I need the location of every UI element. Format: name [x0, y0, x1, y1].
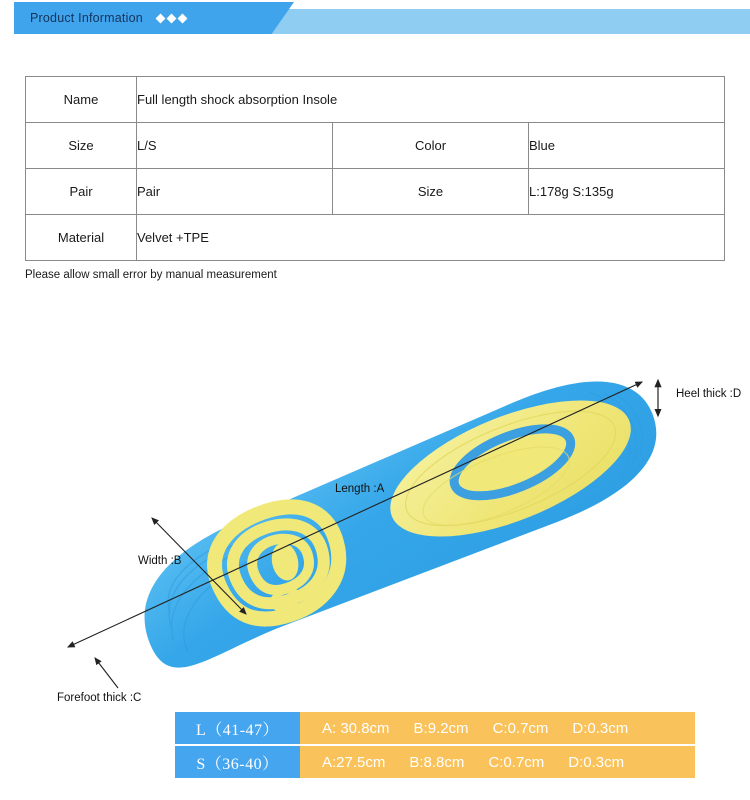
measurement-note: Please allow small error by manual measurement [25, 269, 277, 281]
size-chart-table [175, 712, 695, 780]
spec-value-name: Full length shock absorption Insole [137, 77, 725, 123]
spec-label-name: Name [26, 77, 137, 123]
size-row-large [175, 712, 695, 744]
table-row [26, 169, 725, 215]
measure-b: B:8.8cm [409, 753, 465, 771]
insole-diagram [0, 320, 750, 720]
forefoot-thickness-arrow [95, 658, 118, 688]
spec-label-size: Size [26, 123, 137, 169]
spec-value-size: L/S [137, 123, 333, 169]
label-length: Length :A [335, 483, 385, 495]
spec-value-pair: Pair [137, 169, 333, 215]
spec-table-container [25, 76, 725, 261]
measure-c: C:0.7cm [492, 719, 549, 737]
spec-label-material: Material [26, 215, 137, 261]
table-row [26, 123, 725, 169]
table-row [26, 215, 725, 261]
diamond-ornament-group [157, 15, 186, 22]
label-width: Width :B [138, 555, 182, 567]
table-row [26, 77, 725, 123]
page-header-banner [0, 0, 750, 40]
diamond-icon [155, 13, 165, 23]
size-measurements-small [300, 746, 695, 778]
measure-a: A:27.5cm [322, 753, 386, 771]
size-row-small [175, 746, 695, 778]
measure-b: B:9.2cm [413, 719, 469, 737]
diamond-icon [166, 13, 176, 23]
spec-label-color: Color [333, 123, 529, 169]
banner-content [14, 2, 294, 34]
diamond-icon [177, 13, 187, 23]
measure-d: D:0.3cm [572, 719, 629, 737]
label-heel-thickness: Heel thick :D [676, 388, 742, 400]
size-measurements-large [300, 712, 695, 744]
spec-table [25, 76, 725, 261]
page-title: Product Information [30, 11, 143, 25]
label-forefoot-thickness: Forefoot thick :C [57, 692, 142, 704]
insole-illustration [0, 320, 750, 720]
spec-label-pair: Pair [26, 169, 137, 215]
size-label-large: L（41-47） [175, 712, 300, 744]
measure-a: A: 30.8cm [322, 719, 390, 737]
measure-c: C:0.7cm [488, 753, 545, 771]
size-label-small: S（36-40） [175, 746, 300, 778]
spec-value-color: Blue [529, 123, 725, 169]
measure-d: D:0.3cm [568, 753, 625, 771]
spec-value-material: Velvet +TPE [137, 215, 725, 261]
spec-value-weight: L:178g S:135g [529, 169, 725, 215]
spec-label-weight: Size [333, 169, 529, 215]
